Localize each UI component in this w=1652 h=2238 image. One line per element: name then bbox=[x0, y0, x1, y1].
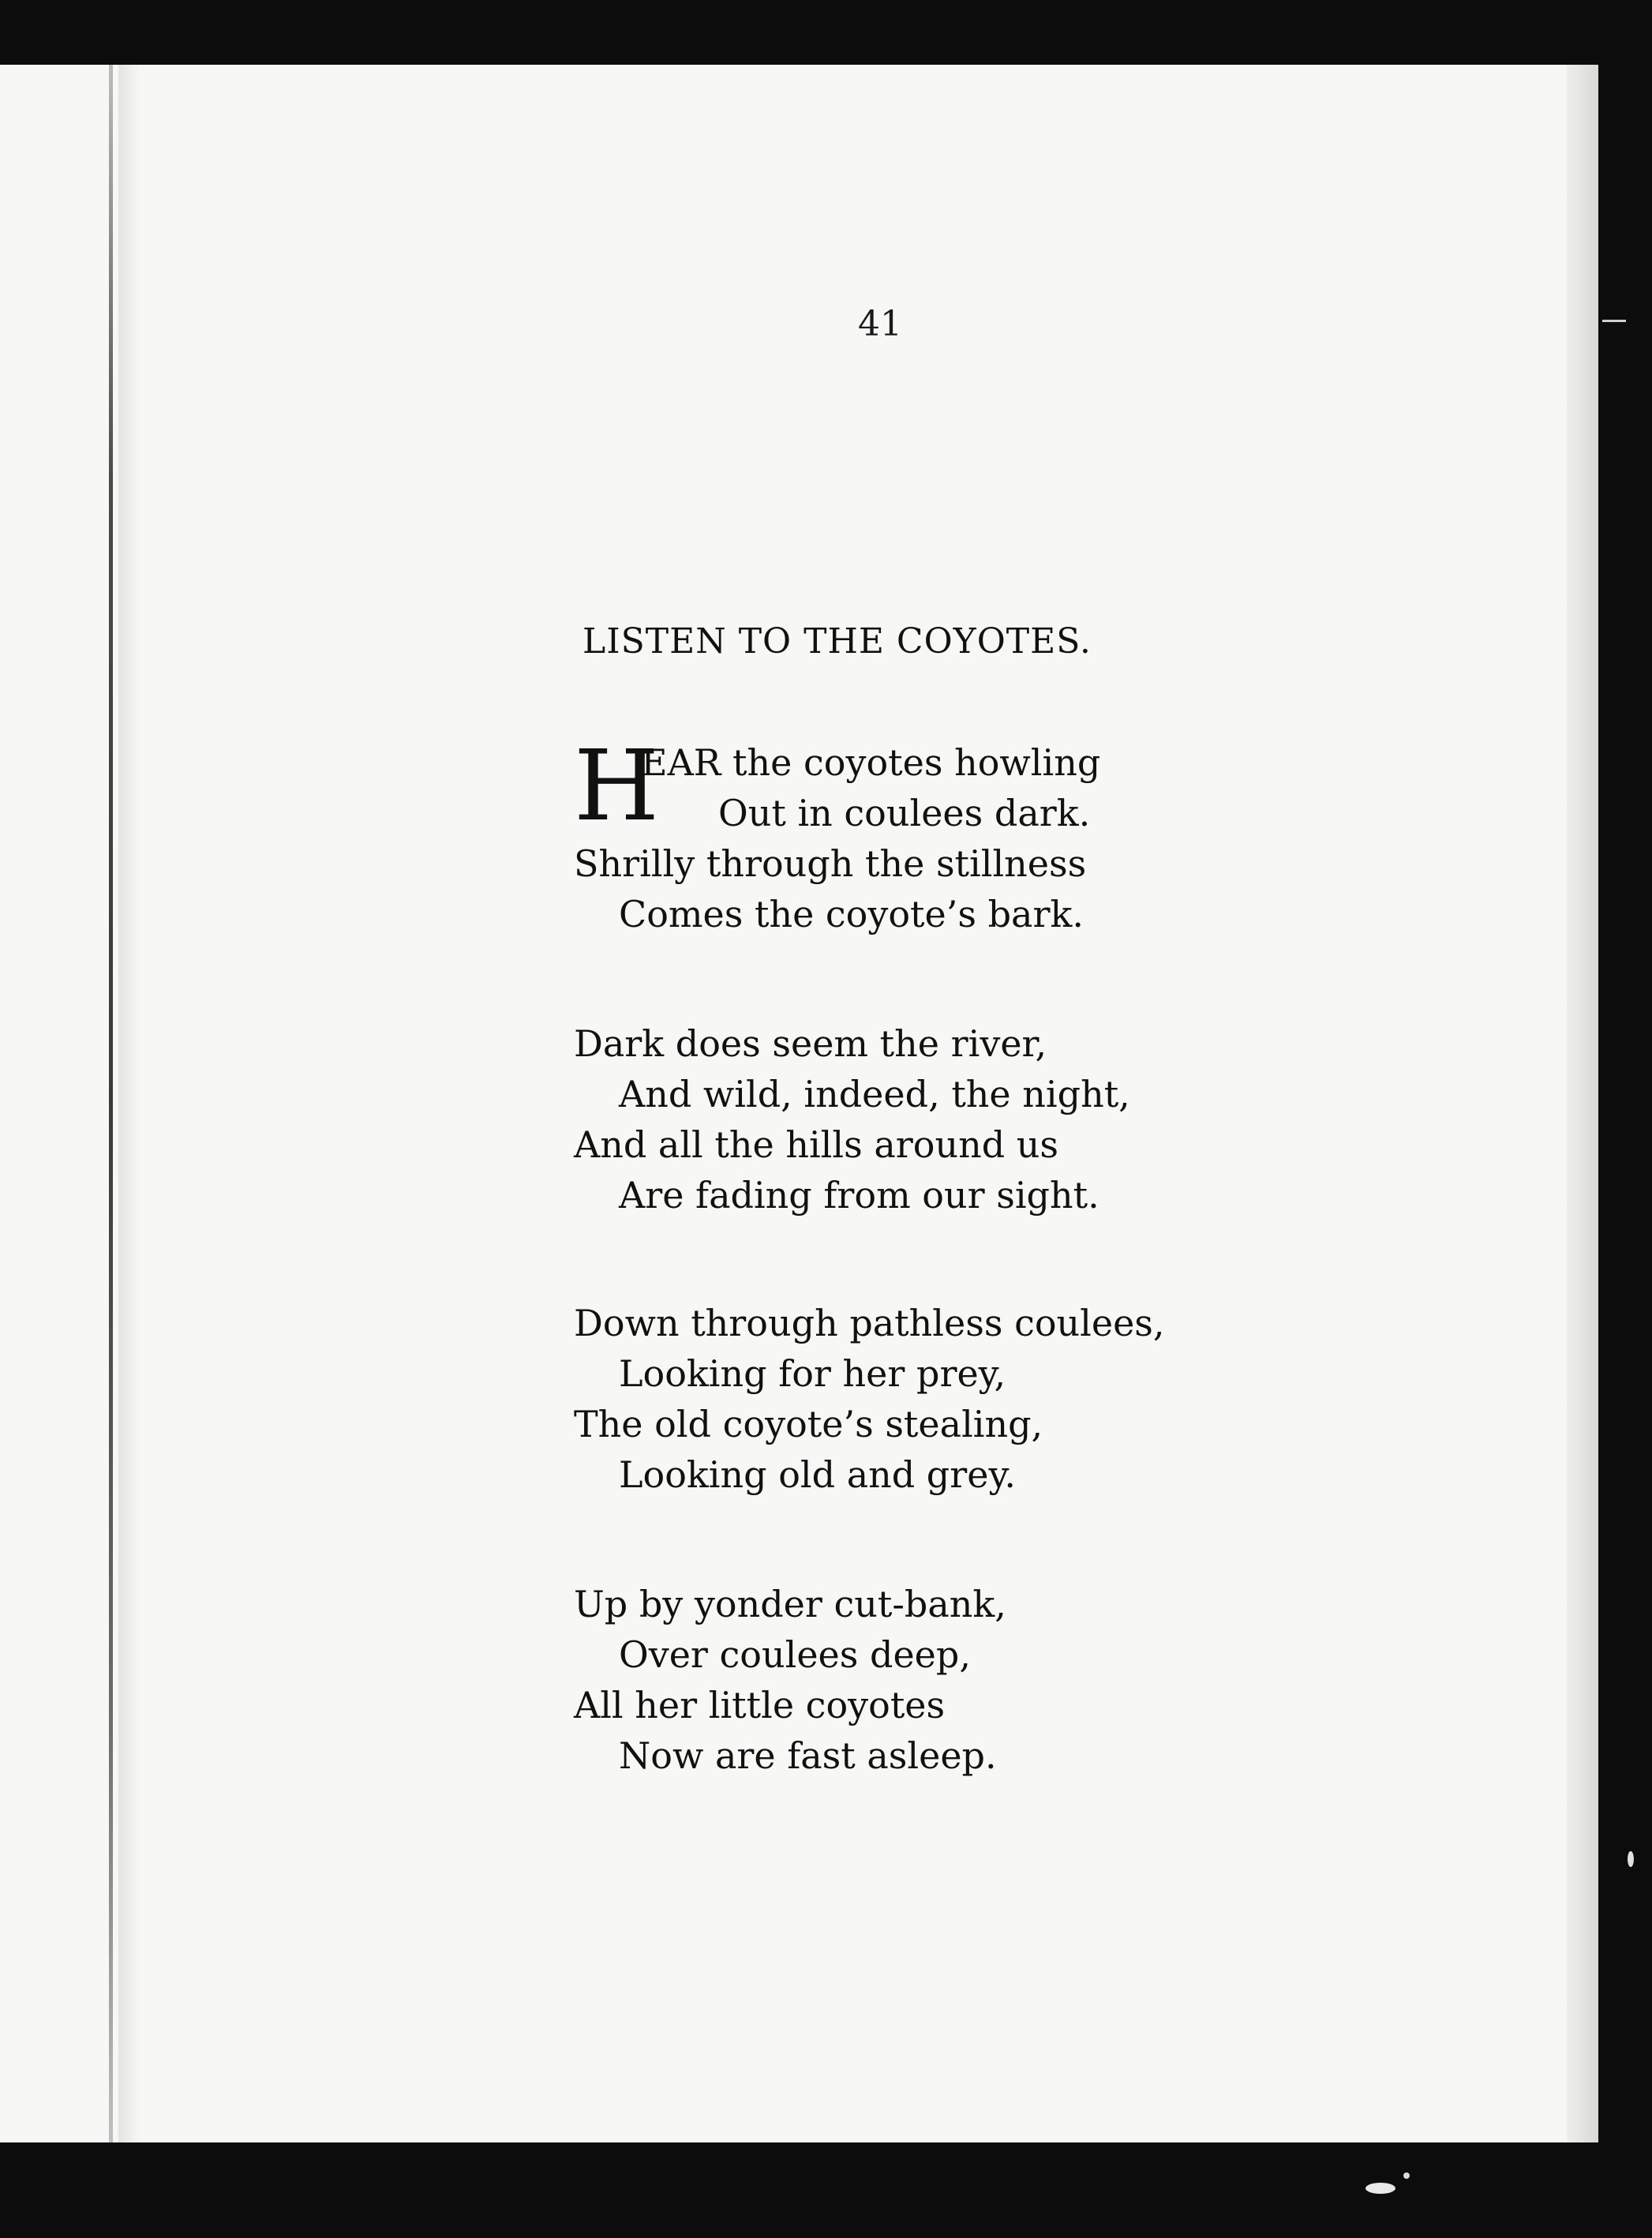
poem-title: LISTEN TO THE COYOTES. bbox=[583, 621, 1092, 662]
stanza-3-line-1: Down through pathless coulees, bbox=[574, 1302, 1165, 1344]
gutter-shadow bbox=[118, 65, 140, 2142]
stanza-4-line-4: Now are fast asleep. bbox=[619, 1734, 997, 1777]
stanza-1-line-2: Out in coulees dark. bbox=[718, 792, 1091, 834]
scan-speck bbox=[1602, 320, 1626, 322]
page-number: 41 bbox=[858, 304, 902, 344]
stanza-3-line-3: The old coyote’s stealing, bbox=[574, 1403, 1043, 1445]
stanza-2 bbox=[574, 1018, 1284, 1220]
stanza-3-line-2: Looking for her prey, bbox=[619, 1352, 1006, 1395]
stanza-4-line-3: All her little coyotes bbox=[574, 1684, 946, 1726]
stanza-1 bbox=[574, 729, 1284, 939]
stanza-4-line-2: Over coulees deep, bbox=[619, 1633, 971, 1676]
binding-gutter bbox=[109, 65, 113, 2142]
page-edge bbox=[1567, 65, 1598, 2142]
stanza-1-line-3: Shrilly through the stillness bbox=[574, 842, 1087, 885]
stanza-4 bbox=[574, 1579, 1284, 1781]
scan-speck bbox=[1403, 2172, 1410, 2179]
stanza-3-line-4: Looking old and grey. bbox=[619, 1453, 1016, 1496]
stanza-2-line-1: Dark does seem the river, bbox=[574, 1022, 1047, 1065]
stanza-2-line-4: Are fading from our sight. bbox=[619, 1174, 1099, 1216]
stanza-4-line-1: Up by yonder cut-bank, bbox=[574, 1583, 1006, 1625]
stanza-3 bbox=[574, 1298, 1284, 1500]
drop-cap: H bbox=[574, 729, 660, 843]
stanza-1-line-4: Comes the coyote’s bark. bbox=[619, 893, 1084, 935]
scan-speck bbox=[1628, 1851, 1634, 1867]
stanza-2-line-2: And wild, indeed, the night, bbox=[619, 1073, 1130, 1115]
scan-speck bbox=[1365, 2183, 1395, 2194]
stanza-2-line-3: And all the hills around us bbox=[574, 1123, 1058, 1166]
first-line-text: EAR the coyotes howling bbox=[641, 741, 1101, 784]
